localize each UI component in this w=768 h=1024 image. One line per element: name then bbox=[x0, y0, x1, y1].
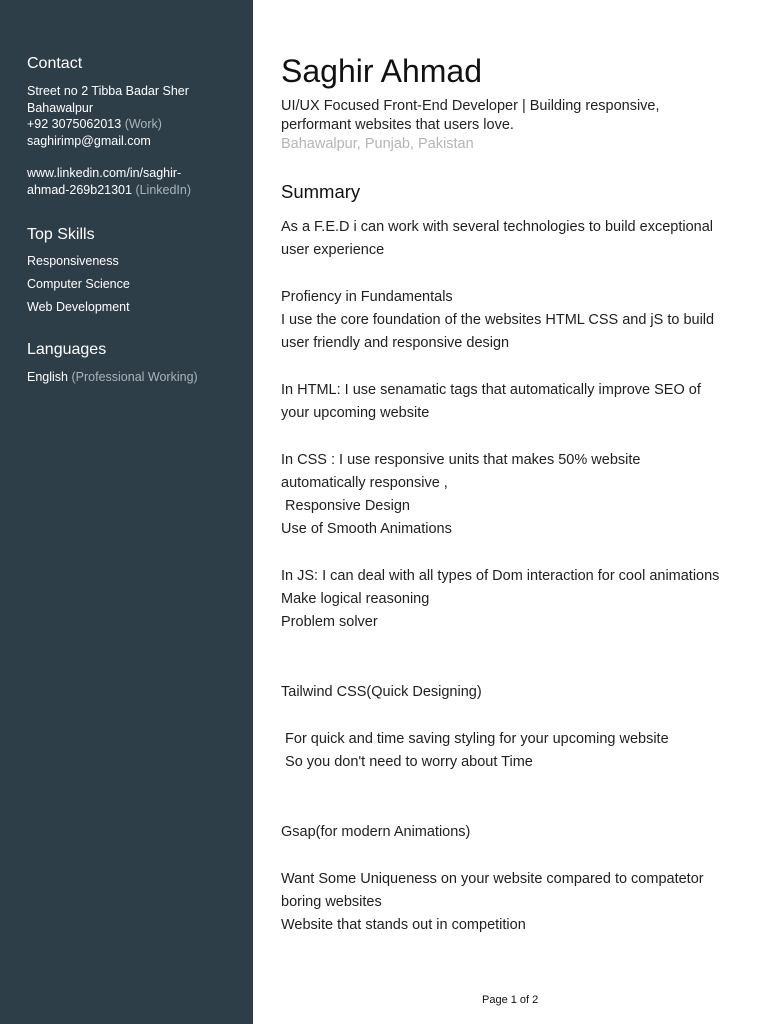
top-skills-heading: Top Skills bbox=[27, 226, 95, 243]
person-name: Saghir Ahmad bbox=[281, 53, 483, 89]
summary-line: Problem solver bbox=[281, 614, 378, 630]
summary-heading: Summary bbox=[281, 181, 361, 202]
summary-line: Responsive Design bbox=[281, 498, 410, 514]
linkedin-link-row bbox=[27, 182, 242, 199]
summary-line: For quick and time saving styling for your upcoming website bbox=[281, 731, 669, 747]
address-line-2: Bahawalpur bbox=[27, 100, 94, 115]
summary-line: user experience bbox=[281, 242, 385, 258]
summary-line: Tailwind CSS(Quick Designing) bbox=[281, 684, 482, 700]
phone-row bbox=[27, 116, 242, 133]
summary-line: Want Some Uniqueness on your website compared to compatetor bbox=[281, 871, 704, 887]
language-row bbox=[27, 369, 242, 386]
phone-type: (Work) bbox=[124, 117, 162, 131]
summary-line: Make logical reasoning bbox=[281, 591, 430, 607]
sidebar bbox=[0, 0, 253, 1024]
summary-line: As a F.E.D i can work with several technologies to build exceptional bbox=[281, 219, 713, 235]
summary-line: In JS: I can deal with all types of Dom interaction for cool animations bbox=[281, 568, 720, 584]
summary-line: boring websites bbox=[281, 894, 382, 910]
linkedin-link-line-2[interactable]: ahmad-269b21301 bbox=[27, 182, 132, 197]
skill-item: Web Development bbox=[27, 300, 130, 314]
location: Bahawalpur, Punjab, Pakistan bbox=[281, 136, 474, 152]
headline-line-2: performant websites that users love. bbox=[281, 117, 514, 133]
email-link[interactable]: saghirimp@gmail.com bbox=[27, 133, 151, 148]
summary-line: I use the core foundation of the websites HTML CSS and jS to build bbox=[281, 312, 715, 328]
languages-heading: Languages bbox=[27, 341, 107, 358]
linkedin-link-line-1[interactable]: www.linkedin.com/in/saghir- bbox=[27, 166, 182, 180]
summary-line: Profiency in Fundamentals bbox=[281, 289, 453, 305]
page-number: Page 1 of 2 bbox=[482, 994, 539, 1006]
summary-line: In CSS : I use responsive units that makes 50% website bbox=[281, 452, 641, 468]
headline-line-1: UI/UX Focused Front-End Developer | Building responsive, bbox=[281, 98, 660, 114]
summary-line: automatically responsive , bbox=[281, 475, 448, 491]
skill-item: Computer Science bbox=[27, 277, 130, 291]
summary-line: In HTML: I use senamatic tags that automatically improve SEO of bbox=[281, 382, 701, 398]
language-level: (Professional Working) bbox=[71, 370, 198, 384]
summary-line: Use of Smooth Animations bbox=[281, 521, 452, 537]
summary-line: your upcoming website bbox=[281, 405, 430, 421]
summary-line: Website that stands out in competition bbox=[281, 917, 526, 933]
linkedin-type: (LinkedIn) bbox=[135, 182, 192, 197]
summary-line: Gsap(for modern Animations) bbox=[281, 824, 471, 840]
phone-number: +92 3075062013 bbox=[27, 117, 122, 131]
headline bbox=[281, 97, 751, 135]
skill-item: Responsiveness bbox=[27, 254, 119, 268]
summary-line: user friendly and responsive design bbox=[281, 335, 510, 351]
contact-heading: Contact bbox=[27, 55, 83, 72]
summary-line: So you don't need to worry about Time bbox=[281, 754, 533, 770]
address-line-1: Street no 2 Tibba Badar Sher bbox=[27, 84, 189, 98]
language-name: English bbox=[27, 370, 68, 384]
